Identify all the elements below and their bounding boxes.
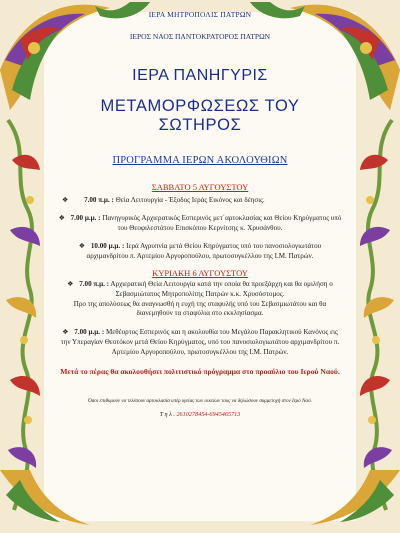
- metropolis-name: ΙΕΡΑ ΜΗΤΡΟΠΟΛΙΣ ΠΑΤΡΩΝ: [148, 10, 252, 19]
- diamond-bullet-icon: ❖: [67, 279, 74, 288]
- service-entry: [58, 242, 342, 262]
- service-entry: [58, 196, 342, 206]
- service-entry: [58, 328, 342, 357]
- service-description: Μεθέορτος Εσπερινός και η ακολουθία του Μεγάλου Παρακλητικού Κανόνος εις την Υπεραγίαν Θεοτόκον μετά Θείου Κηρύγματος, υπό του πανοσιολογιωτάτου αρχιμανδρίτου π. Αρτεμίου Αργυροπούλου, πρωτοσυγκέλλου της Ι.Μ. Πατρών.: [60, 328, 340, 356]
- service-entry: [58, 214, 342, 234]
- diamond-bullet-icon: ❖: [62, 328, 69, 337]
- service-entry: [58, 280, 342, 319]
- service-time: 7.00 μ.μ. :: [70, 213, 101, 222]
- phone-label: Τ η λ .: [159, 411, 175, 419]
- phone-number: 2610278454-6945465713: [176, 411, 241, 419]
- feast-subtitle: ΜΕΤΑΜΟΡΦΩΣΕΩΣ ΤΟΥ ΣΩΤΗΡΟΣ: [100, 97, 300, 134]
- service-description: Αρχιερατική Θεία Λειτουργία κατά την οποία θα προεξάρχη και θα ομιλήση ο Σεβασμιώτατος Μητροπολίτης Πατρών κ.κ. Χρυσόστομος.: [110, 279, 333, 298]
- service-description: Πανηγυρικός Αρχιερατικός Εσπερινός μετ΄αρτοκλασίας και Θείου Κηρύγματος υπό του Θεοφιλεστάτου Επισκόπου Κερνίτσης κ. Χρυσάνθου.: [102, 213, 342, 232]
- service-description: Θεία Λειτουργία - Έξοδος Ιεράς Εικόνος και δέησις.: [115, 196, 265, 204]
- program-document: [58, 10, 342, 418]
- service-time: 7.00 μ.μ. :: [74, 328, 105, 337]
- diamond-bullet-icon: ❖: [62, 196, 69, 204]
- service-time: 7.00 π.μ. :: [84, 196, 114, 204]
- service-time: 10.00 μ.μ. :: [90, 242, 125, 251]
- artoklasia-note: Όσοι επιθυμούν να τελέσουν αρτοκλασία υπέρ υγείας των οικείων τους να δηλώσουν συμμετοχή στον Ιερό Ναό.: [88, 398, 312, 405]
- day-heading-sunday: ΚΥΡΙΑΚΗ 6 ΑΥΓΟΥΣΤΟΥ: [152, 267, 248, 278]
- service-description-continued: Προ της απολύσεως θα αναγνωσθή η ευχή της σταφυλής υπό του Σεβασμιωτάτου και θα διανεμηθούν τα σταφύλια στο εκκλησίασμα.: [73, 299, 327, 318]
- phone-line: [58, 411, 342, 418]
- closing-note: Μετά το πέρας θα ακολουθήσει πολιτιστικό πρόγραμμα στο προαύλιο του Ιερού Ναού.: [60, 366, 340, 376]
- diamond-bullet-icon: ❖: [58, 213, 65, 222]
- church-name: ΙΕΡΟΣ ΝΑΟΣ ΠΑΝΤΟΚΡΑΤΟΡΟΣ ΠΑΤΡΩΝ: [129, 32, 271, 41]
- service-time: 7.00 π.μ. :: [79, 279, 110, 288]
- program-heading: ΠΡΟΓΡΑΜΜΑ ΙΕΡΩΝ ΑΚΟΛΟΥΘΙΩΝ: [112, 155, 288, 166]
- day-heading-saturday: ΣΑΒΒΑΤΟ 5 ΑΥΓΟΥΣΤΟΥ: [151, 182, 249, 192]
- diamond-bullet-icon: ❖: [78, 242, 86, 251]
- feast-title: ΙΕΡΑ ΠΑΝΗΓΥΡΙΣ: [132, 67, 268, 84]
- service-description: Ιερά Αγρυπνία μετά Θείου Κηρύγματος υπό του πανοσιολογιωτάτου αρχιμανδρίτου π. Αρτεμίου Αργυροπούλου, πρωτοσυγκέλλου της Ι.Μ. Πατρών.: [86, 242, 322, 261]
